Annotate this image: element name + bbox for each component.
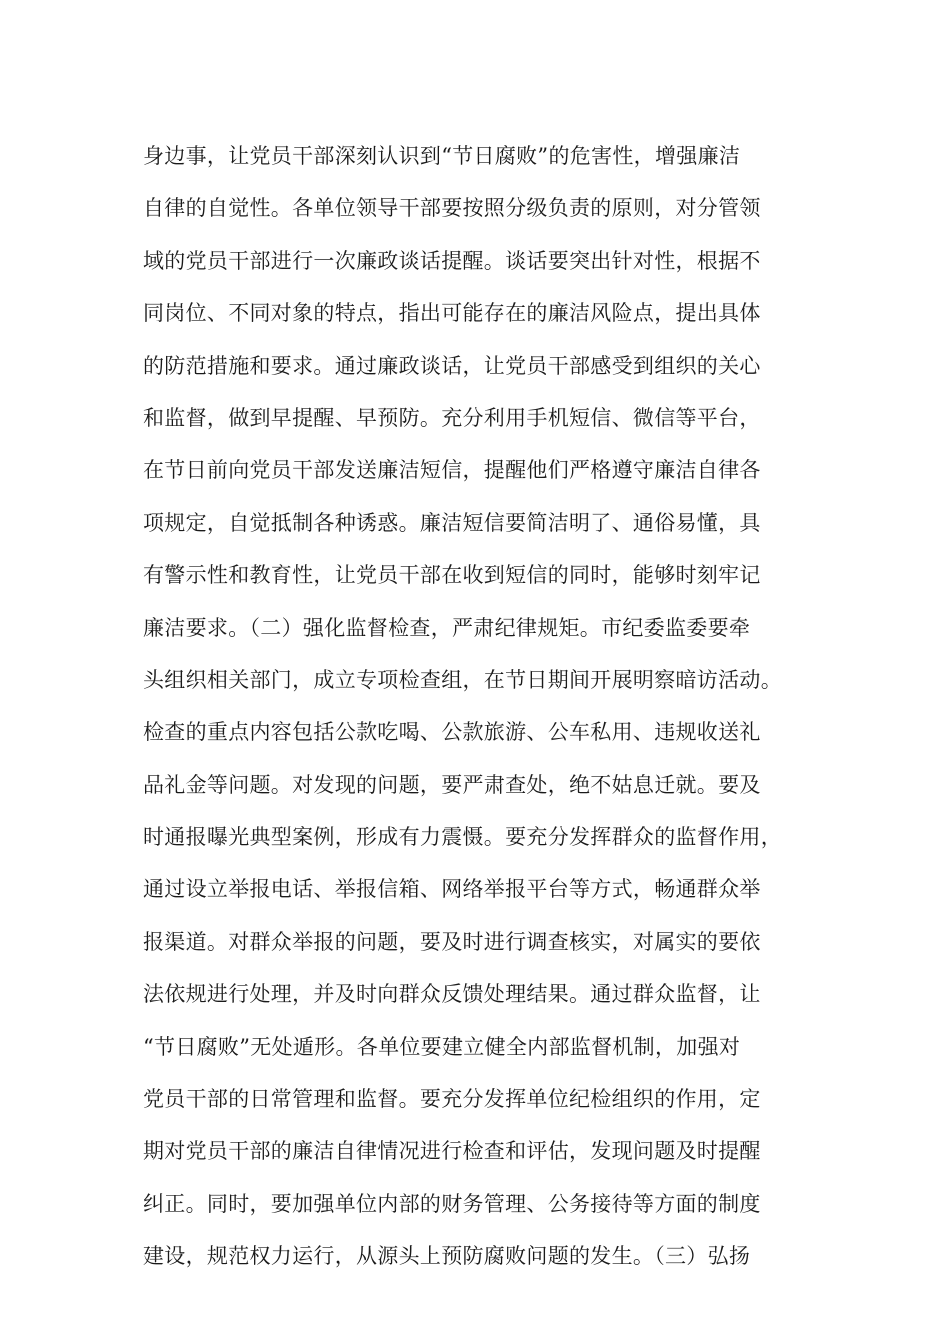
text-line: 通过设立举报电话、举报信箱、网络举报平台等方式，畅通群众举 xyxy=(143,877,761,902)
text-line: 法依规进行处理，并及时向群众反馈处理结果。通过群众监督，让 xyxy=(143,982,761,1007)
text-line: 党员干部的日常管理和监督。要充分发挥单位纪检组织的作用，定 xyxy=(143,1087,761,1112)
text-line: 头组织相关部门，成立专项检查组，在节日期间开展明察暗访活动。 xyxy=(143,667,782,692)
text-line: 的防范措施和要求。通过廉政谈话，让党员干部感受到组织的关心 xyxy=(143,353,761,378)
text-line: 在节日前向党员干部发送廉洁短信，提醒他们严格遵守廉洁自律各 xyxy=(143,458,761,483)
text-line: 廉洁要求。（二）强化监督检查，严肃纪律规矩。市纪委监委要牵 xyxy=(143,615,751,640)
text-line: 项规定，自觉抵制各种诱惑。廉洁短信要简洁明了、通俗易懂，具 xyxy=(143,510,761,535)
text-line: 和监督，做到早提醒、早预防。充分利用手机短信、微信等平台， xyxy=(143,405,761,430)
text-line: 同岗位、不同对象的特点，指出可能存在的廉洁风险点，提出具体 xyxy=(143,301,761,326)
text-line: 时通报曝光典型案例，形成有力震慑。要充分发挥群众的监督作用， xyxy=(143,825,782,850)
text-line: 身边事，让党员干部深刻认识到“节日腐败”的危害性，增强廉洁 xyxy=(143,144,741,168)
text-line: 品礼金等问题。对发现的问题，要严肃查处，绝不姑息迁就。要及 xyxy=(143,772,761,797)
body-text xyxy=(143,130,823,1283)
text-line: 有警示性和教育性，让党员干部在收到短信的同时，能够时刻牢记 xyxy=(143,563,761,588)
text-line: “节日腐败”无处遁形。各单位要建立健全内部监督机制，加强对 xyxy=(143,1034,741,1059)
text-line: 域的党员干部进行一次廉政谈话提醒。谈话要突出针对性，根据不 xyxy=(143,248,761,273)
text-line: 报渠道。对群众举报的问题，要及时进行调查核实，对属实的要依 xyxy=(143,929,761,954)
text-line: 检查的重点内容包括公款吃喝、公款旅游、公车私用、违规收送礼 xyxy=(143,720,761,745)
text-line: 自律的自觉性。各单位领导干部要按照分级负责的原则，对分管领 xyxy=(143,196,761,221)
text-line: 建设，规范权力运行，从源头上预防腐败问题的发生。（三）弘扬 xyxy=(143,1244,751,1269)
text-line: 纠正。同时，要加强单位内部的财务管理、公务接待等方面的制度 xyxy=(143,1191,761,1216)
text-line: 期对党员干部的廉洁自律情况进行检查和评估，发现问题及时提醒 xyxy=(143,1139,761,1164)
